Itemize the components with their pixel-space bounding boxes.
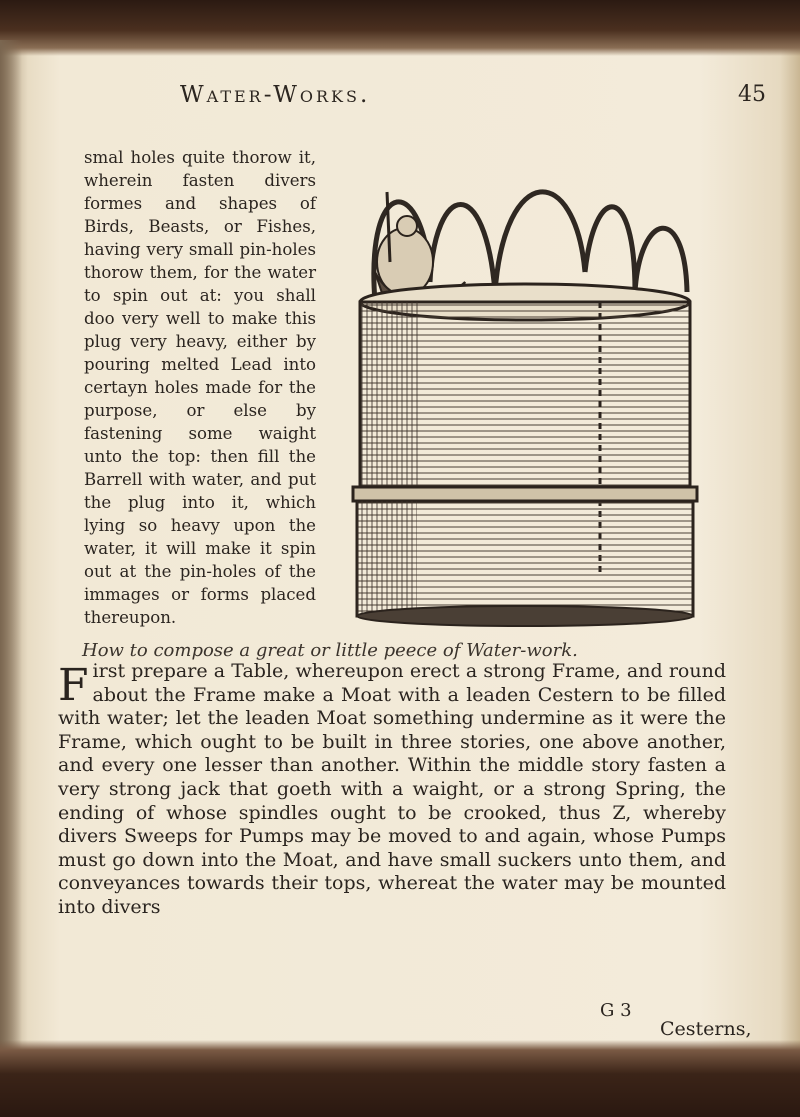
page-number: 45 xyxy=(738,82,766,107)
page-binding-shadow xyxy=(0,40,22,1050)
body-paragraph: First prepare a Table, whereupon erect a strong Frame, and round about the Frame make a Moat with a leaden Cestern to be filled with water; let the leaden Moat something undermine as it were the Frame, which ought to be built in three stories, one above another, and every one lesser than another. Within the middle story fasten a very strong jack that goeth with a waight, or a strong Spring, the ending of whose spindles ought to be crooked, thus Z, whereby divers Sweeps for Pumps may be moved to and again, whose Pumps must go down into the Moat, and have small suckers unto them, and conveyances towards their tops, whereat the water may be mounted into divers xyxy=(58,660,726,918)
barrel-base xyxy=(357,606,693,626)
running-head: Water-Works. xyxy=(180,82,371,108)
barrel-fountain-engraving xyxy=(335,152,715,630)
catchword: Cesterns, xyxy=(660,1018,752,1040)
barrel-band xyxy=(353,487,697,501)
column-paragraph: smal holes quite thorow it, wherein fasten divers formes and shapes of Birds, Beasts, or Fishes, having very small pin-holes thorow them, for the water to spin out at: you shall doo very well to make this plug very heavy, either by pouring melted Lead into certayn holes made for the purpose, or else by fastening some waight unto the top: then fill the Barrell with water, and put the plug into it, which lying so heavy upon the water, it will make it spin out at the pin-holes of the immages or forms placed thereupon. xyxy=(84,148,316,627)
section-heading: How to compose a great or little peece of Water-work. xyxy=(82,640,578,661)
page-top-shadow xyxy=(0,0,800,56)
signature-mark: G 3 xyxy=(600,1000,632,1021)
page-bottom-shadow xyxy=(0,1040,800,1117)
